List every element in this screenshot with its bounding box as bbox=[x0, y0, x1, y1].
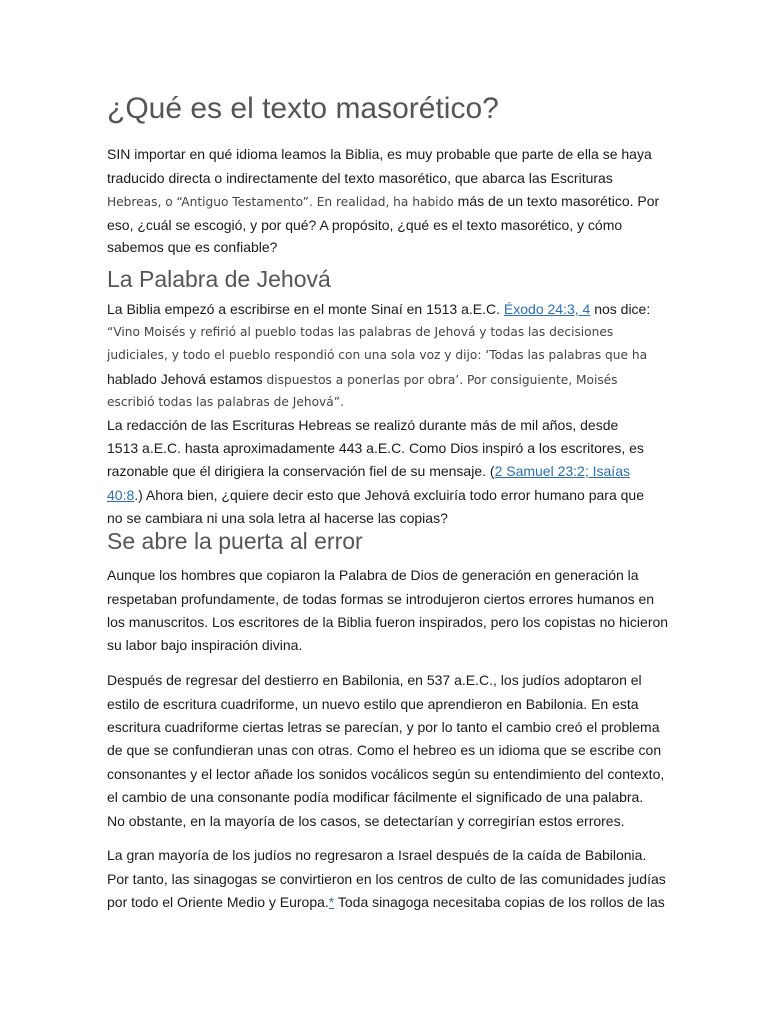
text-line: sabemos que es confiable? bbox=[107, 239, 278, 255]
scripture-link-isaias-40-8[interactable]: 40:8 bbox=[107, 487, 135, 503]
text-line: escritura cuadriforme ciertas letras se parecían, y por lo tanto el cambio creó el problema bbox=[107, 719, 660, 735]
text-span: La Biblia empezó a escribirse en el monte Sinaí en 1513 a.E.C. bbox=[107, 301, 504, 317]
text-line: consonantes y el lector añade los sonidos vocálicos según su entendimiento del contexto, bbox=[107, 766, 665, 782]
text-line: traducido directa o indirectamente del texto masorético, que abarca las Escrituras bbox=[107, 170, 613, 186]
text-line: Aunque los hombres que copiaron la Palabra de Dios de generación en generación la bbox=[107, 567, 639, 583]
text-line: La gran mayoría de los judíos no regresaron a Israel después de la caída de Babilonia. bbox=[107, 847, 647, 863]
text-span: hablado Jehová estamos bbox=[107, 371, 263, 387]
page-title: ¿Qué es el texto masorético? bbox=[107, 92, 499, 125]
text-span: .) Ahora bien, ¿quiere decir esto que Jehová excluiría todo error humano para que bbox=[134, 487, 644, 503]
text-span: razonable que él dirigiera la conservación fiel de su mensaje. ( bbox=[107, 463, 495, 479]
text-span: dispuestos a ponerlas por obra’. Por consiguiente, Moisés bbox=[262, 373, 618, 387]
text-line: no se cambiara ni una sola letra al hacerse las copias? bbox=[107, 510, 448, 526]
text-line: de que se confundieran unas con otras. Como el hebreo es un idioma que se escribe con bbox=[107, 742, 662, 758]
text-line: el cambio de una consonante podía modificar fácilmente el significado de una palabra. bbox=[107, 789, 644, 805]
text-line: Por tanto, las sinagogas se convirtieron en los centros de culto de las comunidades judías bbox=[107, 871, 666, 887]
text-line: La redacción de las Escrituras Hebreas se realizó durante más de mil años, desde bbox=[107, 417, 619, 433]
text-line: eso, ¿cuál se escogió, y por qué? A propósito, ¿qué es el texto masorético, y cómo bbox=[107, 217, 623, 233]
text-line: Después de regresar del destierro en Babilonia, en 537 a.E.C., los judíos adoptaron el bbox=[107, 672, 642, 688]
text-span: Hebreas, o “Antiguo Testamento”. En realidad, ha habido bbox=[107, 195, 454, 209]
text-line: SIN importar en qué idioma leamos la Biblia, es muy probable que parte de ella se haya bbox=[107, 146, 652, 162]
section-heading-palabra: La Palabra de Jehová bbox=[107, 266, 331, 292]
scripture-link-samuel-isaias[interactable]: 2 Samuel 23:2; Isaías bbox=[494, 463, 630, 479]
text-span: por todo el Oriente Medio y Europa. bbox=[107, 894, 329, 910]
text-line: 1513 a.E.C. hasta aproximadamente 443 a.E.C. Como Dios inspiró a los escritores, es bbox=[107, 440, 644, 456]
text-line: estilo de escritura cuadriforme, un nuevo estilo que aprendieron en Babilonia. En esta bbox=[107, 696, 639, 712]
text-line bbox=[107, 192, 659, 211]
quote-line bbox=[107, 370, 618, 389]
section-heading-error: Se abre la puerta al error bbox=[107, 528, 363, 554]
footnote-link[interactable]: * bbox=[328, 894, 335, 910]
quote-line: “Vino Moisés y refirió al pueblo todas las palabras de Jehová y todas las decisiones bbox=[107, 325, 614, 339]
text-line: respetaban profundamente, de todas formas se introdujeron ciertos errores humanos en bbox=[107, 591, 655, 607]
text-span: más de un texto masorético. Por bbox=[453, 193, 660, 209]
text-line bbox=[107, 462, 630, 480]
text-span: nos dice: bbox=[590, 301, 651, 317]
quote-line: escribió todas las palabras de Jehová”. bbox=[107, 395, 344, 409]
text-line bbox=[107, 300, 650, 318]
text-span: Toda sinagoga necesitaba copias de los rollos de las bbox=[334, 894, 665, 910]
text-line: No obstante, en la mayoría de los casos, se detectarían y corregirían estos errores. bbox=[107, 813, 625, 829]
text-line bbox=[107, 486, 644, 504]
text-line: su labor bajo inspiración divina. bbox=[107, 637, 303, 653]
text-line: los manuscritos. Los escritores de la Biblia fueron inspirados, pero los copistas no hicieron bbox=[107, 614, 669, 630]
quote-line: judiciales, y todo el pueblo respondió con una sola voz y dijo: ‘Todas las palabras que ha bbox=[107, 348, 648, 362]
scripture-link-exodo[interactable]: Éxodo 24:3, 4 bbox=[503, 301, 591, 317]
text-line bbox=[107, 893, 665, 911]
